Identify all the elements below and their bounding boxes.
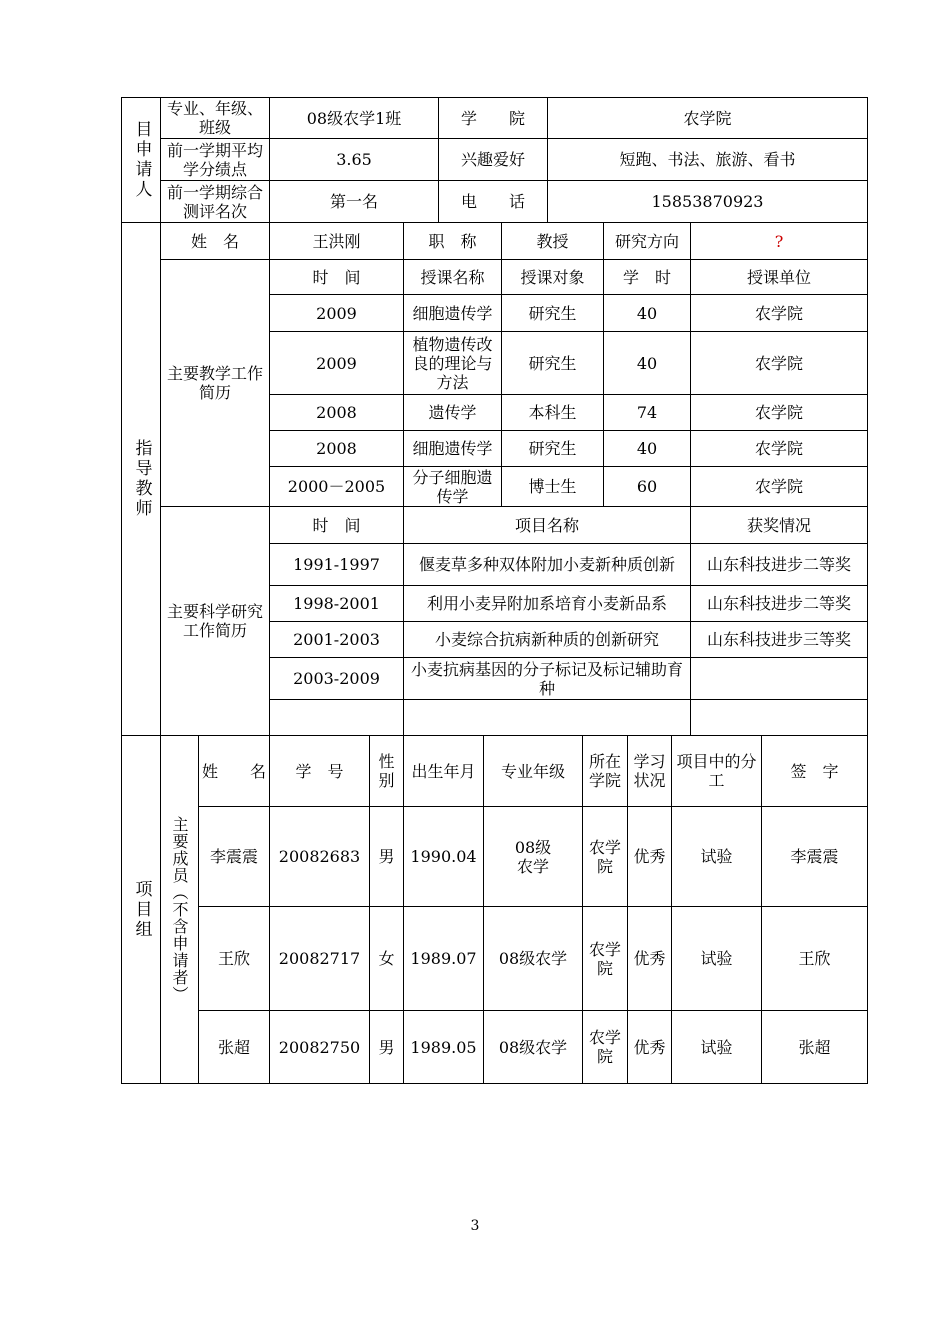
team-header-student-id: 学 号: [269, 735, 370, 807]
member-study-status: 优秀: [627, 906, 672, 1011]
member-student-id: 20082717: [269, 906, 370, 1011]
research-history-label: 主要科学研究工作简历: [160, 506, 270, 736]
teaching-row-audience: 研究生: [501, 294, 604, 332]
research-row-time: 2003-2009: [269, 657, 404, 700]
teaching-row-course: 细胞遗传学: [403, 294, 502, 332]
teaching-header-audience: 授课对象: [501, 259, 604, 295]
team-header-study-status: 学习状况: [627, 735, 672, 807]
advisor-name-label: 姓 名: [160, 222, 270, 260]
teaching-row-hours: 40: [603, 331, 691, 395]
hobbies-label: 兴趣爱好: [438, 138, 548, 181]
team-header-signature: 签 字: [761, 735, 868, 807]
research-row-project: 利用小麦异附加系培育小麦新品系: [403, 585, 691, 622]
member-college: 农学院: [582, 1010, 628, 1084]
teaching-row-unit: 农学院: [690, 394, 868, 431]
research-row-project: [403, 699, 691, 736]
member-role: 试验: [671, 906, 762, 1011]
members-label: 主要成员（不含申请者）: [160, 735, 199, 1084]
advisor-name: 王洪刚: [269, 222, 404, 260]
research-row-time: 1991-1997: [269, 543, 404, 586]
member-signature: 张超: [761, 1010, 868, 1084]
team-header-gender: 性别: [369, 735, 404, 807]
teaching-row-time: 2008: [269, 430, 404, 467]
teaching-header-unit: 授课单位: [690, 259, 868, 295]
teaching-row-hours: 74: [603, 394, 691, 431]
member-role: 试验: [671, 1010, 762, 1084]
research-row-award: [690, 657, 868, 700]
research-row-project: 偃麦草多种双体附加小麦新种质创新: [403, 543, 691, 586]
member-signature: 李震震: [761, 806, 868, 907]
advisor-title: 教授: [501, 222, 604, 260]
team-header-college: 所在学院: [582, 735, 628, 807]
teaching-row-audience: 研究生: [501, 430, 604, 467]
teaching-row-course: 植物遗传改良的理论与方法: [403, 331, 502, 395]
teaching-row-time: 2009: [269, 294, 404, 332]
member-major: 08级农学: [483, 906, 583, 1011]
phone-label: 电 话: [438, 180, 548, 223]
gpa-label: 前一学期平均学分绩点: [160, 138, 270, 181]
page-number: 3: [470, 1218, 480, 1234]
member-student-id: 20082683: [269, 806, 370, 907]
research-row-project: 小麦综合抗病新种质的创新研究: [403, 621, 691, 658]
member-college: 农学院: [582, 806, 628, 907]
research-row-time: [269, 699, 404, 736]
member-gender: 女: [369, 906, 404, 1011]
teaching-row-unit: 农学院: [690, 294, 868, 332]
teaching-row-unit: 农学院: [690, 331, 868, 395]
research-row-award: 山东科技进步二等奖: [690, 585, 868, 622]
teaching-row-time: 2000－2005: [269, 466, 404, 507]
member-name: 王欣: [198, 906, 270, 1011]
ranking-label: 前一学期综合测评名次: [160, 180, 270, 223]
teaching-header-course: 授课名称: [403, 259, 502, 295]
member-major: 08级农学: [483, 1010, 583, 1084]
research-direction-value: ?: [690, 222, 868, 260]
research-direction-label: 研究方向: [603, 222, 691, 260]
applicant-section-label: 目申请人: [121, 97, 161, 223]
member-birth: 1990.04: [403, 806, 484, 907]
college-value: 农学院: [547, 97, 868, 139]
teaching-row-audience: 本科生: [501, 394, 604, 431]
member-gender: 男: [369, 806, 404, 907]
research-row-time: 2001-2003: [269, 621, 404, 658]
teaching-header-hours: 学 时: [603, 259, 691, 295]
teaching-row-unit: 农学院: [690, 430, 868, 467]
research-row-award: 山东科技进步二等奖: [690, 543, 868, 586]
member-role: 试验: [671, 806, 762, 907]
member-college: 农学院: [582, 906, 628, 1011]
ranking-value: 第一名: [269, 180, 439, 223]
advisor-title-label: 职 称: [403, 222, 502, 260]
teaching-row-hours: 40: [603, 430, 691, 467]
member-major: 08级农学: [483, 806, 583, 907]
member-study-status: 优秀: [627, 806, 672, 907]
gpa-value: 3.65: [269, 138, 439, 181]
team-header-birth: 出生年月: [403, 735, 484, 807]
research-row-project: 小麦抗病基因的分子标记及标记辅助育种: [403, 657, 691, 700]
member-gender: 男: [369, 1010, 404, 1084]
hobbies-value: 短跑、书法、旅游、看书: [547, 138, 868, 181]
teaching-row-time: 2009: [269, 331, 404, 395]
teaching-row-hours: 60: [603, 466, 691, 507]
phone-value: 15853870923: [547, 180, 868, 223]
major-grade-class-label: 专业、年级、班级: [160, 97, 270, 139]
member-birth: 1989.05: [403, 1010, 484, 1084]
research-header-time: 时 间: [269, 506, 404, 544]
member-birth: 1989.07: [403, 906, 484, 1011]
teaching-row-course: 分子细胞遗传学: [403, 466, 502, 507]
research-header-award: 获奖情况: [690, 506, 868, 544]
teaching-row-unit: 农学院: [690, 466, 868, 507]
research-row-award: [690, 699, 868, 736]
teaching-row-course: 细胞遗传学: [403, 430, 502, 467]
teaching-header-time: 时 间: [269, 259, 404, 295]
college-label: 学 院: [438, 97, 548, 139]
teaching-history-label: 主要教学工作简历: [160, 259, 270, 507]
teaching-row-audience: 博士生: [501, 466, 604, 507]
team-section-label: 项目组: [121, 735, 161, 1084]
team-header-role: 项目中的分工: [671, 735, 762, 807]
major-grade-class-value: 08级农学1班: [269, 97, 439, 139]
member-study-status: 优秀: [627, 1010, 672, 1084]
teaching-row-course: 遗传学: [403, 394, 502, 431]
teaching-row-audience: 研究生: [501, 331, 604, 395]
research-row-time: 1998-2001: [269, 585, 404, 622]
teaching-row-hours: 40: [603, 294, 691, 332]
team-header-name: 姓 名: [198, 735, 270, 807]
advisor-section-label: 指导教师: [121, 222, 161, 736]
teaching-row-time: 2008: [269, 394, 404, 431]
research-header-project: 项目名称: [403, 506, 691, 544]
member-name: 张超: [198, 1010, 270, 1084]
research-row-award: 山东科技进步三等奖: [690, 621, 868, 658]
member-name: 李震震: [198, 806, 270, 907]
member-student-id: 20082750: [269, 1010, 370, 1084]
member-signature: 王欣: [761, 906, 868, 1011]
team-header-major: 专业年级: [483, 735, 583, 807]
